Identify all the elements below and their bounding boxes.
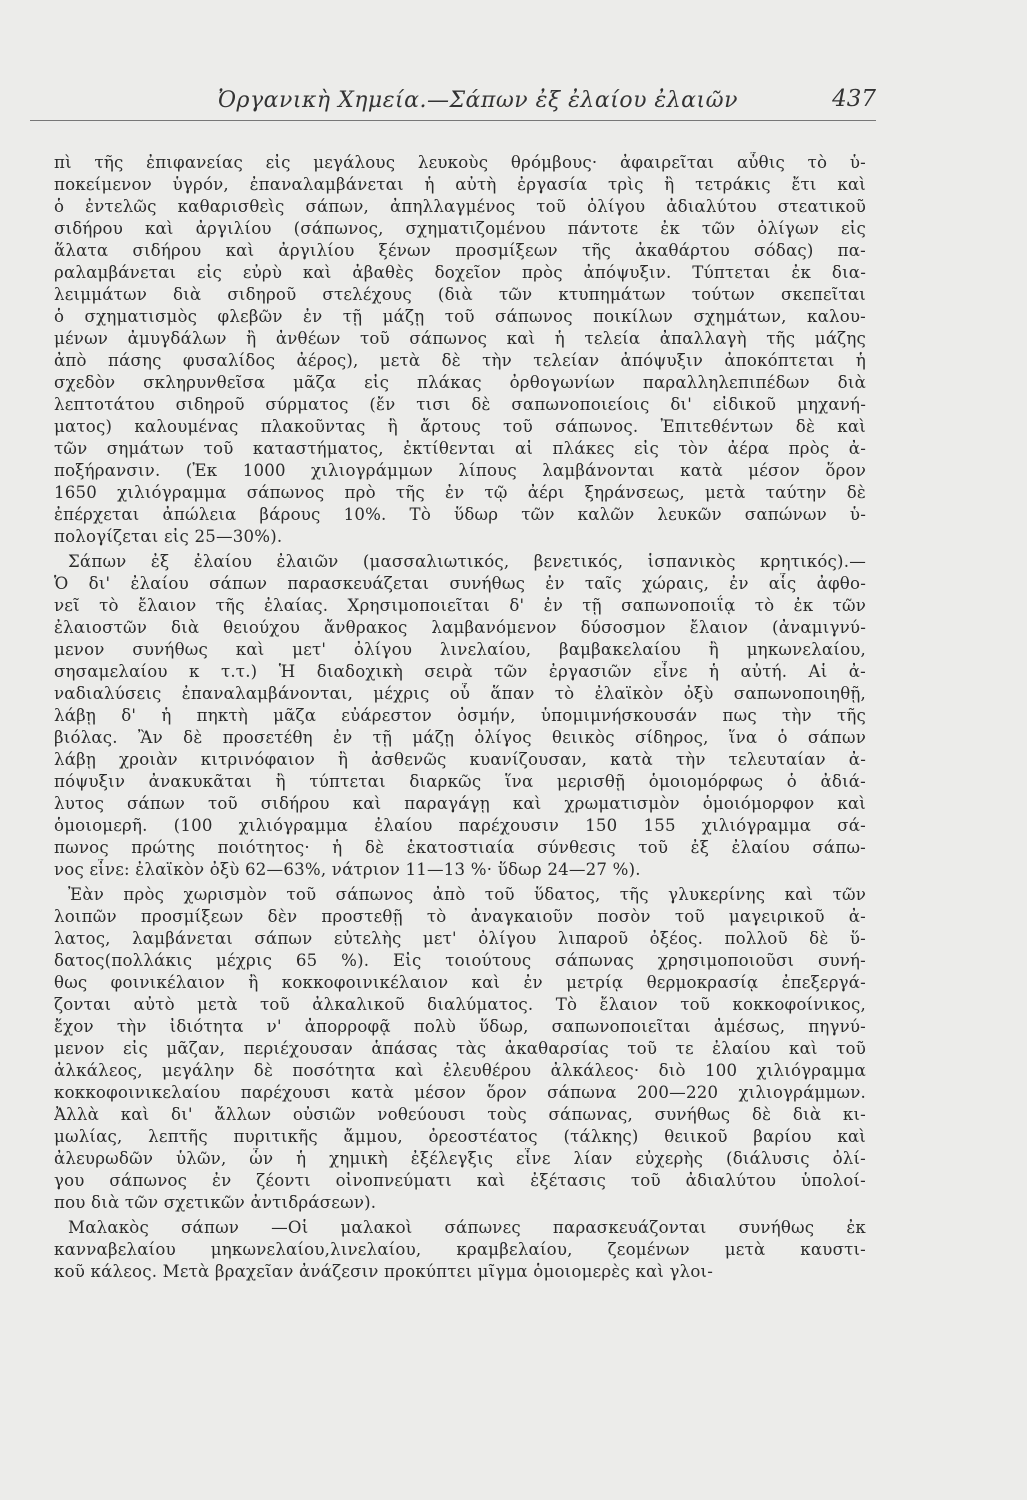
body-text bbox=[54, 152, 866, 1283]
text-line: πολογίζεται εἰς 25—30%). bbox=[54, 527, 283, 546]
text-line: βιόλας. Ἂν δὲ προσετέθη ἐν τῇ μάζῃ ὀλίγος θειικὸς σίδηρος, ἵνα ὁ σάπων bbox=[54, 728, 866, 747]
text-line: νος εἶνε: ἐλαϊκὸν ὀξὺ 62—63%, νάτριον 11—13 %· ὕδωρ 24—27 %). bbox=[54, 860, 641, 879]
text-line: λοιπῶν προσμίξεων δὲν προστεθῇ τὸ ἀναγκαιοῦν ποσὸν τοῦ μαγειρικοῦ ἀ- bbox=[54, 907, 866, 926]
running-header bbox=[30, 88, 876, 121]
text-line: ματος) καλουμένας πλακοῦντας ἢ ἄρτους τοῦ σάπωνος. Ἐπιτεθέντων δὲ καὶ bbox=[54, 417, 866, 436]
text-line: ἀλευρωδῶν ὑλῶν, ὧν ἡ χημικὴ ἐξέλεγξις εἶνε λίαν εὐχερὴς (διάλυσις ὀλί- bbox=[54, 1149, 866, 1168]
paragraph-3 bbox=[54, 884, 866, 1214]
text-line: πόψυξιν ἀνακυκᾶται ἢ τύπτεται διαρκῶς ἵνα μερισθῇ ὁμοιομόρφως ὁ ἀδιά- bbox=[54, 772, 866, 791]
text-line: ὁ σχηματισμὸς φλεβῶν ἐν τῇ μάζῃ τοῦ σάπωνος ποικίλων σχημάτων, καλου- bbox=[54, 307, 866, 326]
text-line: πωνος πρώτης ποιότητος· ἡ δὲ ἑκατοστιαία σύνθεσις τοῦ ἐξ ἐλαίου σάπω- bbox=[54, 838, 866, 857]
paragraph-1 bbox=[54, 152, 866, 548]
text-line: ἐλαιοστῶν διὰ θειούχου ἄνθρακος λαμβανόμενον δύσοσμον ἔλαιον (ἀναμιγνύ- bbox=[54, 618, 866, 637]
text-line: κοκκοφοινικελαίου παρέχουσι κατὰ μέσον ὅρον σάπωνα 200—220 χιλιογράμμων. bbox=[54, 1083, 866, 1102]
text-line: ἔχον τὴν ἰδιότητα ν' ἀπορροφᾷ πολὺ ὕδωρ, σαπωνοποιεῖται ἀμέσως, πηγνύ- bbox=[54, 1017, 866, 1036]
text-line: ζονται αὐτὸ μετὰ τοῦ ἀλκαλικοῦ διαλύματος. Τὸ ἔλαιον τοῦ κοκκοφοίνικος, bbox=[54, 995, 866, 1014]
text-line: Ἐὰν πρὸς χωρισμὸν τοῦ σάπωνος ἀπὸ τοῦ ὕδατος, τῆς γλυκερίνης καὶ τῶν bbox=[68, 885, 866, 904]
text-line: 1650 χιλιόγραμμα σάπωνος πρὸ τῆς ἐν τῷ ἀέρι ξηράνσεως, μετὰ ταύτην δὲ bbox=[54, 483, 866, 502]
text-line: νεῖ τὸ ἔλαιον τῆς ἐλαίας. Χρησιμοποιεῖται δ' ἐν τῇ σαπωνοποιΐᾳ τὸ ἐκ τῶν bbox=[54, 596, 866, 615]
text-line: σχεδὸν σκληρυνθεῖσα μᾶζα εἰς πλάκας ὀρθογωνίων παραλληλεπιπέδων διὰ bbox=[54, 373, 866, 392]
page-number: 437 bbox=[832, 86, 876, 112]
header-title: Ὀργανικὴ Χημεία.—Σάπων ἐξ ἐλαίου ἐλαιῶν bbox=[218, 88, 738, 113]
text-line: ποξήρανσιν. (Ἐκ 1000 χιλιογράμμων λίπους λαμβάνονται κατὰ μέσον ὅρον bbox=[54, 461, 866, 480]
text-line: μενον εἰς μᾶζαν, περιέχουσαν ἁπάσας τὰς ἀκαθαρσίας τοῦ τε ἐλαίου καὶ τοῦ bbox=[54, 1039, 866, 1058]
text-line: ἀλκάλεος, μεγάλην δὲ ποσότητα καὶ ἐλευθέρου ἀλκάλεος· διὸ 100 χιλιόγραμμα bbox=[54, 1061, 866, 1080]
paragraph-4 bbox=[54, 1217, 866, 1283]
paragraph-2 bbox=[54, 551, 866, 881]
text-line: μωλίας, λεπτῆς πυριτικῆς ἄμμου, ὀρεοστέατος (τάλκης) θειικοῦ βαρίου καὶ bbox=[54, 1127, 866, 1146]
text-line: κοῦ κάλεος. Μετὰ βραχεῖαν ἀνάζεσιν προκύπτει μῖγμα ὁμοιομερὲς καὶ γλοι- bbox=[54, 1262, 714, 1281]
text-line: σησαμελαίου κ τ.τ.) Ἡ διαδοχικὴ σειρὰ τῶν ἐργασιῶν εἶνε ἡ αὐτή. Αἱ ἀ- bbox=[54, 662, 866, 681]
text-line: ἀπὸ πάσης φυσαλίδος ἀέρος), μετὰ δὲ τὴν τελείαν ἀπόψυξιν ἀποκόπτεται ἡ bbox=[54, 351, 866, 370]
text-line: ὁμοιομερῆ. (100 χιλιόγραμμα ἐλαίου παρέχουσιν 150 155 χιλιόγραμμα σά- bbox=[54, 816, 866, 835]
text-line: πὶ τῆς ἐπιφανείας εἰς μεγάλους λευκοὺς θρόμβους· ἀφαιρεῖται αὖθις τὸ ὑ- bbox=[54, 153, 866, 172]
text-line: μένων ἀμυγδάλων ἢ ἀνθέων τοῦ σάπωνος καὶ ἡ τελεία ἀπαλλαγὴ τῆς μάζης bbox=[54, 329, 866, 348]
text-line: Ἀλλὰ καὶ δι' ἄλλων οὐσιῶν νοθεύουσι τοὺς σάπωνας, συνήθως δὲ διὰ κι- bbox=[54, 1105, 866, 1124]
text-line: ραλαμβάνεται εἰς εὐρὺ καὶ ἀβαθὲς δοχεῖον πρὸς ἀπόψυξιν. Τύπτεται ἐκ δια- bbox=[54, 263, 866, 282]
text-line: Ὁ δι' ἐλαίου σάπων παρασκευάζεται συνήθως ἐν ταῖς χώραις, ἐν αἷς ἀφθο- bbox=[54, 574, 866, 593]
text-line: λειμμάτων διὰ σιδηροῦ στελέχους (διὰ τῶν κτυπημάτων τούτων σκεπεῖται bbox=[54, 285, 866, 304]
text-line: μενον συνήθως καὶ μετ' ὀλίγου λινελαίου, βαμβακελαίου ἢ μηκωνελαίου, bbox=[54, 640, 866, 659]
text-line: σιδήρου καὶ ἀργιλίου (σάπωνος, σχηματιζομένου πάντοτε ἐκ τῶν ὀλίγων εἰς bbox=[54, 219, 866, 238]
text-line: δατος(πολλάκις μέχρις 65 %). Εἰς τοιούτους σάπωνας χρησιμοποιοῦσι συνή- bbox=[54, 951, 866, 970]
text-line: ἅλατα σιδήρου καὶ ἀργιλίου ξένων προσμίξεων τῆς ἀκαθάρτου σόδας) πα- bbox=[54, 241, 866, 260]
text-line: που διὰ τῶν σχετικῶν ἀντιδράσεων). bbox=[54, 1193, 377, 1212]
text-line: ποκείμενον ὑγρόν, ἐπαναλαμβάνεται ἡ αὐτὴ ἐργασία τρὶς ἢ τετράκις ἔτι καὶ bbox=[54, 175, 866, 194]
text-line: λυτος σάπων τοῦ σιδήρου καὶ παραγάγῃ καὶ χρωματισμὸν ὁμοιόμορφον καὶ bbox=[54, 794, 866, 813]
text-line: ναδιαλύσεις ἐπαναλαμβάνονται, μέχρις οὗ ἅπαν τὸ ἐλαϊκὸν ὀξὺ σαπωνοποιηθῇ, bbox=[54, 684, 866, 703]
text-line: Σάπων ἐξ ἐλαίου ἐλαιῶν (μασσαλιωτικός, βενετικός, ἱσπανικὸς κρητικός).— bbox=[68, 552, 866, 571]
text-line: λάβῃ δ' ἡ πηκτὴ μᾶζα εὐάρεστον ὀσμήν, ὑπομιμνήσκουσάν πως τὴν τῆς bbox=[54, 706, 866, 725]
text-line: γου σάπωνος ἐν ζέοντι οἰνοπνεύματι καὶ ἐξέτασις τοῦ ἀδιαλύτου ὑπολοί- bbox=[54, 1171, 866, 1190]
text-line: λάβῃ χροιὰν κιτρινόφαιον ἢ ἀσθενῶς κυανίζουσαν, κατὰ τὴν τελευταίαν ἀ- bbox=[54, 750, 866, 769]
text-line: λατος, λαμβάνεται σάπων εὐτελὴς μετ' ὀλίγου λιπαροῦ ὀξέος. πολλοῦ δὲ ὕ- bbox=[54, 929, 866, 948]
text-line: θως φοινικέλαιον ἢ κοκκοφοινικέλαιον καὶ ἐν μετρίᾳ θερμοκρασίᾳ ἐπεξεργά- bbox=[54, 973, 866, 992]
text-line: λεπτοτάτου σιδηροῦ σύρματος (ἔν τισι δὲ σαπωνοποιείοις δι' εἰδικοῦ μηχανή- bbox=[54, 395, 866, 414]
text-line: τῶν σημάτων τοῦ καταστήματος, ἐκτίθενται αἱ πλάκες εἰς τὸν ἀέρα πρὸς ἀ- bbox=[54, 439, 866, 458]
text-line: ὁ ἐντελῶς καθαρισθεὶς σάπων, ἀπηλλαγμένος τοῦ ὀλίγου ἀδιαλύτου στεατικοῦ bbox=[54, 197, 866, 216]
text-line: Μαλακὸς σάπων —Οἱ μαλακοὶ σάπωνες παρασκευάζονται συνήθως ἐκ bbox=[68, 1218, 866, 1237]
text-line: ἐπέρχεται ἀπώλεια βάρους 10%. Τὸ ὕδωρ τῶν καλῶν λευκῶν σαπώνων ὑ- bbox=[54, 505, 866, 524]
text-line: κανναβελαίου μηκωνελαίου,λινελαίου, κραμβελαίου, ζεομένων μετὰ καυστι- bbox=[54, 1240, 866, 1259]
